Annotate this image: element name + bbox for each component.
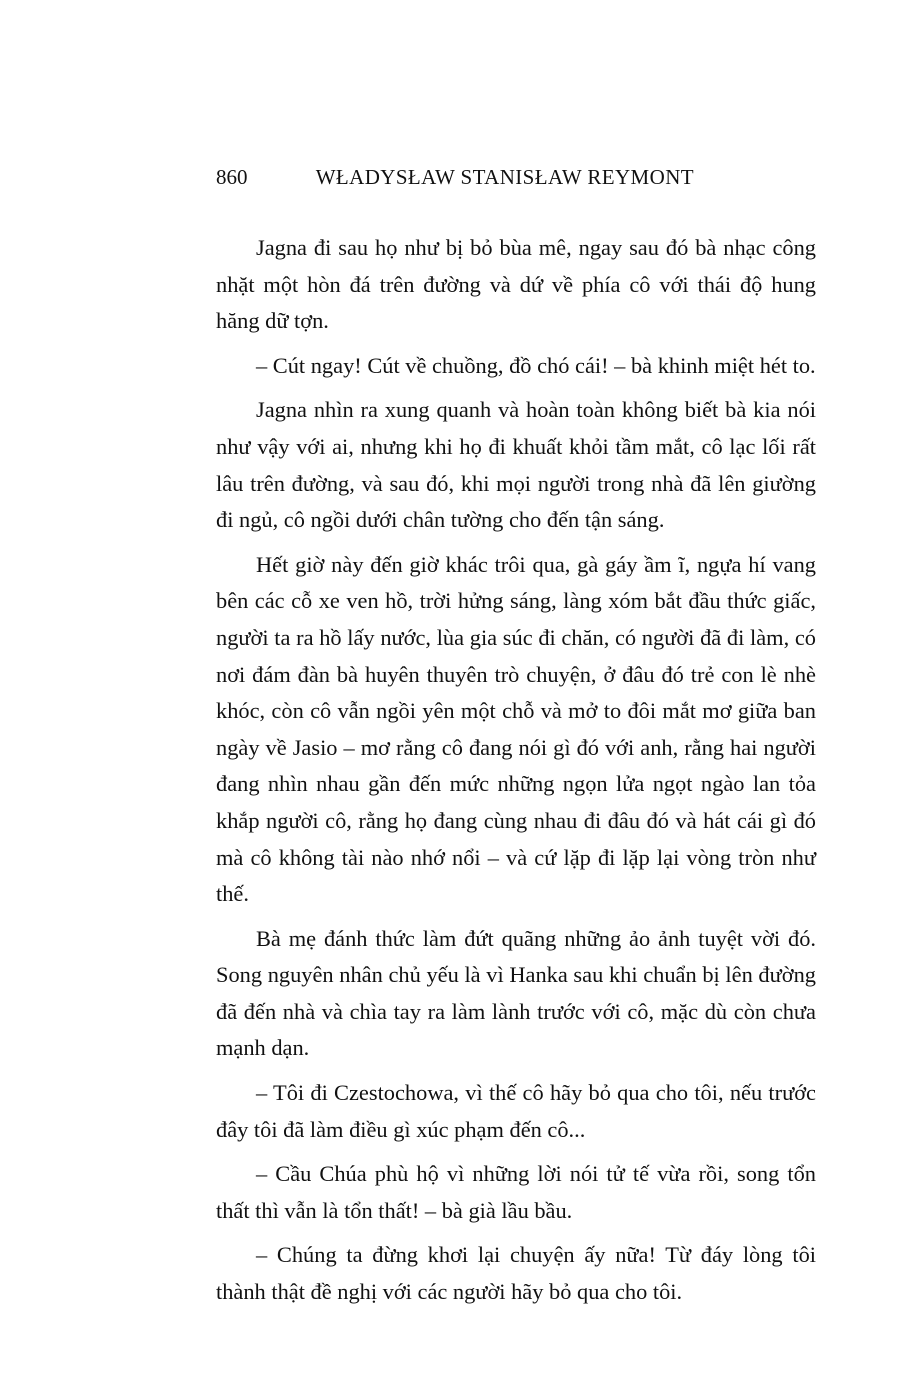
body-text bbox=[216, 230, 816, 1319]
paragraph: Jagna đi sau họ như bị bỏ bùa mê, ngay sau đó bà nhạc công nhặt một hòn đá trên đường và dứ về phía cô với thái độ hung hăng dữ tợn. bbox=[216, 235, 816, 334]
paragraph: Jagna nhìn ra xung quanh và hoàn toàn không biết bà kia nói như vậy với ai, nhưng khi họ đi khuất khỏi tầm mắt, cô lạc lối rất lâu trên đường, và sau đó, khi mọi người trong nhà đã lên giường đi ngủ, cô ngồi dưới chân tường cho đến tận sáng. bbox=[216, 397, 816, 533]
dialogue-paragraph: – Tôi đi Czestochowa, vì thế cô hãy bỏ qua cho tôi, nếu trước đây tôi đã làm điều gì xúc phạm đến cô... bbox=[216, 1080, 816, 1142]
dialogue-paragraph: – Chúng ta đừng khơi lại chuyện ấy nữa! Từ đáy lòng tôi thành thật đề nghị với các người hãy bỏ qua cho tôi. bbox=[216, 1242, 816, 1305]
running-title: WŁADYSŁAW STANISŁAW REYMONT bbox=[315, 165, 694, 189]
dialogue-paragraph: – Cút ngay! Cút về chuồng, đồ chó cái! – bà khinh miệt hét to. bbox=[256, 352, 816, 378]
dialogue-paragraph: – Cầu Chúa phù hộ vì những lời nói tử tế vừa rồi, song tổn thất thì vẫn là tổn thất! – bà già lầu bầu. bbox=[216, 1161, 816, 1223]
running-head bbox=[216, 162, 694, 192]
paragraph: Hết giờ này đến giờ khác trôi qua, gà gáy ầm ĩ, ngựa hí vang bên các cỗ xe ven hồ, trời hửng sáng, làng xóm bắt đầu thức giấc, người ta ra hồ lấy nước, lùa gia súc đi chăn, có người đã đi làm, có nơi đám đàn bà huyên thuyên trò chuyện, ở đâu đó trẻ con lè nhè khóc, còn cô vẫn ngồi yên một chỗ và mở to đôi mắt mơ giữa ban ngày về Jasio – mơ rằng cô đang nói gì đó với anh, rằng hai người đang nhìn nhau gần đến mức những ngọn lửa ngọt ngào lan tỏa khắp người cô, rằng họ đang cùng nhau đi đâu đó và hát cái gì đó mà cô không tài nào nhớ nổi – và cứ lặp đi lặp lại vòng tròn như thế. bbox=[216, 551, 816, 907]
paragraph: Bà mẹ đánh thức làm đứt quãng những ảo ảnh tuyệt vời đó. Song nguyên nhân chủ yếu là vì Hanka sau khi chuẩn bị lên đường đã đến nhà và chìa tay ra làm lành trước với cô, mặc dù còn chưa mạnh dạn. bbox=[216, 925, 816, 1061]
page-number: 860 bbox=[216, 165, 248, 189]
